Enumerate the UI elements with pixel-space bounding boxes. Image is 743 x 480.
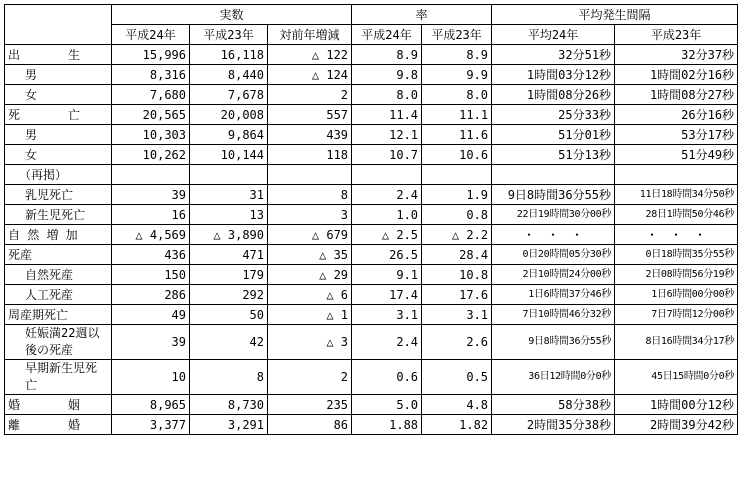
cell-interval-h24: 58分38秒 — [492, 395, 615, 415]
cell-h24: 10,303 — [112, 125, 190, 145]
cell-h24: △ 4,569 — [112, 225, 190, 245]
cell-h23: 31 — [190, 185, 268, 205]
cell-rate-h23: 8.0 — [422, 85, 492, 105]
cell-interval-h23: 8日16時間34分17秒 — [615, 325, 738, 360]
row-label: 人工死産 — [5, 285, 112, 305]
cell-rate-h23: 17.6 — [422, 285, 492, 305]
row-label: 自然死産 — [5, 265, 112, 285]
cell-h23: 20,008 — [190, 105, 268, 125]
cell-rate-h23: 11.1 — [422, 105, 492, 125]
cell-rate-h24: 1.0 — [352, 205, 422, 225]
row-label: 女 — [5, 145, 112, 165]
cell-diff: 3 — [268, 205, 352, 225]
cell-rate-h23: 9.9 — [422, 65, 492, 85]
cell-h23: 7,678 — [190, 85, 268, 105]
cell-interval-h24: 7日10時間46分32秒 — [492, 305, 615, 325]
cell-diff: △ 1 — [268, 305, 352, 325]
cell-rate-h24: 2.4 — [352, 325, 422, 360]
cell-interval-h23: 26分16秒 — [615, 105, 738, 125]
cell-rate-h23: 10.8 — [422, 265, 492, 285]
cell-diff: △ 35 — [268, 245, 352, 265]
table-row — [5, 360, 738, 395]
cell-interval-h23: 32分37秒 — [615, 45, 738, 65]
cell-interval-h24: 25分33秒 — [492, 105, 615, 125]
row-label: 自 然 増 加 — [5, 225, 112, 245]
cell-rate-h24: 8.0 — [352, 85, 422, 105]
cell-diff: 2 — [268, 85, 352, 105]
cell-rate-h23: 10.6 — [422, 145, 492, 165]
cell-interval-h24: ・ ・ ・ — [492, 225, 615, 245]
row-label: 出 生 — [5, 45, 112, 65]
cell-interval-h24: 0日20時間05分30秒 — [492, 245, 615, 265]
header-rate-h23: 平成23年 — [422, 25, 492, 45]
vital-statistics-table-container — [4, 4, 738, 435]
table-row — [5, 145, 738, 165]
cell-rate-h24: 9.8 — [352, 65, 422, 85]
cell-interval-h24: 51分01秒 — [492, 125, 615, 145]
cell-diff: △ 124 — [268, 65, 352, 85]
cell-h24: 8,316 — [112, 65, 190, 85]
cell-h23: 8 — [190, 360, 268, 395]
table-row — [5, 325, 738, 360]
cell-rate-h23: 1.82 — [422, 415, 492, 435]
cell-h23: 42 — [190, 325, 268, 360]
cell-h24: 3,377 — [112, 415, 190, 435]
cell-diff — [268, 165, 352, 185]
table-row — [5, 45, 738, 65]
cell-h24 — [112, 165, 190, 185]
cell-h23: 471 — [190, 245, 268, 265]
cell-rate-h23 — [422, 165, 492, 185]
header-rate: 率 — [352, 5, 492, 25]
cell-rate-h24: 1.88 — [352, 415, 422, 435]
cell-interval-h23: 2時間39分42秒 — [615, 415, 738, 435]
row-label: 婚 姻 — [5, 395, 112, 415]
cell-diff: △ 6 — [268, 285, 352, 305]
cell-h23 — [190, 165, 268, 185]
header-interval: 平均発生間隔 — [492, 5, 738, 25]
table-row — [5, 185, 738, 205]
cell-h24: 16 — [112, 205, 190, 225]
header-item-blank — [5, 5, 112, 45]
cell-interval-h23: 1時間02分16秒 — [615, 65, 738, 85]
cell-rate-h24: 26.5 — [352, 245, 422, 265]
cell-h24: 49 — [112, 305, 190, 325]
row-label: 妊娠満22週以後の死産 — [5, 325, 112, 360]
cell-diff: 118 — [268, 145, 352, 165]
table-row — [5, 85, 738, 105]
cell-interval-h23: 11日18時間34分50秒 — [615, 185, 738, 205]
cell-diff: 2 — [268, 360, 352, 395]
table-row — [5, 395, 738, 415]
cell-interval-h24: 1時間03分12秒 — [492, 65, 615, 85]
header-actual: 実数 — [112, 5, 352, 25]
cell-interval-h24: 9日8時間36分55秒 — [492, 185, 615, 205]
cell-h23: 8,730 — [190, 395, 268, 415]
cell-rate-h24: 11.4 — [352, 105, 422, 125]
cell-rate-h23: △ 2.2 — [422, 225, 492, 245]
cell-h24: 39 — [112, 325, 190, 360]
cell-h24: 39 — [112, 185, 190, 205]
cell-h24: 15,996 — [112, 45, 190, 65]
cell-rate-h24: 10.7 — [352, 145, 422, 165]
header-h24: 平成24年 — [112, 25, 190, 45]
cell-diff: 557 — [268, 105, 352, 125]
table-row — [5, 105, 738, 125]
cell-h23: 10,144 — [190, 145, 268, 165]
cell-rate-h24: 3.1 — [352, 305, 422, 325]
cell-h24: 150 — [112, 265, 190, 285]
header-diff: 対前年増減 — [268, 25, 352, 45]
cell-h23: 16,118 — [190, 45, 268, 65]
cell-rate-h24: 17.4 — [352, 285, 422, 305]
cell-rate-h24: 8.9 — [352, 45, 422, 65]
cell-rate-h24: 5.0 — [352, 395, 422, 415]
cell-interval-h23: 2日08時間56分19秒 — [615, 265, 738, 285]
cell-interval-h23: 1時間00分12秒 — [615, 395, 738, 415]
cell-diff: 86 — [268, 415, 352, 435]
cell-rate-h23: 4.8 — [422, 395, 492, 415]
cell-interval-h24: 2日10時間24分00秒 — [492, 265, 615, 285]
cell-interval-h23: ・ ・ ・ — [615, 225, 738, 245]
table-row — [5, 65, 738, 85]
header-group-row — [5, 5, 738, 25]
header-h23: 平成23年 — [190, 25, 268, 45]
table-row — [5, 165, 738, 185]
header-interval-h24: 平均24年 — [492, 25, 615, 45]
cell-diff: 235 — [268, 395, 352, 415]
cell-rate-h24: 0.6 — [352, 360, 422, 395]
cell-interval-h24: 32分51秒 — [492, 45, 615, 65]
cell-interval-h24: 51分13秒 — [492, 145, 615, 165]
cell-rate-h24: 2.4 — [352, 185, 422, 205]
table-row — [5, 125, 738, 145]
cell-rate-h23: 11.6 — [422, 125, 492, 145]
row-label: 周産期死亡 — [5, 305, 112, 325]
row-label: 女 — [5, 85, 112, 105]
row-label: 新生児死亡 — [5, 205, 112, 225]
cell-h23: 179 — [190, 265, 268, 285]
table-row — [5, 305, 738, 325]
table-row — [5, 415, 738, 435]
row-label: 男 — [5, 125, 112, 145]
cell-h24: 10,262 — [112, 145, 190, 165]
cell-interval-h23: 7日7時間12分00秒 — [615, 305, 738, 325]
cell-h24: 7,680 — [112, 85, 190, 105]
row-label: 死産 — [5, 245, 112, 265]
cell-h23: 13 — [190, 205, 268, 225]
table-row — [5, 245, 738, 265]
table-row — [5, 205, 738, 225]
table-row — [5, 285, 738, 305]
cell-rate-h24: 12.1 — [352, 125, 422, 145]
cell-interval-h24: 1時間08分26秒 — [492, 85, 615, 105]
cell-interval-h24: 2時間35分38秒 — [492, 415, 615, 435]
cell-rate-h24: 9.1 — [352, 265, 422, 285]
vital-statistics-table — [4, 4, 738, 435]
cell-rate-h23: 28.4 — [422, 245, 492, 265]
cell-h24: 10 — [112, 360, 190, 395]
cell-interval-h23: 45日15時間0分0秒 — [615, 360, 738, 395]
row-label: 乳児死亡 — [5, 185, 112, 205]
cell-rate-h23: 1.9 — [422, 185, 492, 205]
cell-h23: 8,440 — [190, 65, 268, 85]
cell-interval-h24: 36日12時間0分0秒 — [492, 360, 615, 395]
cell-interval-h24: 22日19時間30分00秒 — [492, 205, 615, 225]
cell-interval-h23: 1日6時間00分00秒 — [615, 285, 738, 305]
cell-rate-h24: △ 2.5 — [352, 225, 422, 245]
row-label: 早期新生児死亡 — [5, 360, 112, 395]
row-label: 男 — [5, 65, 112, 85]
cell-interval-h23: 51分49秒 — [615, 145, 738, 165]
cell-diff: 8 — [268, 185, 352, 205]
row-label: 死 亡 — [5, 105, 112, 125]
cell-interval-h24 — [492, 165, 615, 185]
cell-diff: △ 122 — [268, 45, 352, 65]
row-label-reprint: （再掲） — [5, 165, 112, 185]
cell-rate-h23: 3.1 — [422, 305, 492, 325]
cell-h24: 436 — [112, 245, 190, 265]
cell-h23: △ 3,890 — [190, 225, 268, 245]
cell-rate-h23: 0.8 — [422, 205, 492, 225]
cell-rate-h23: 0.5 — [422, 360, 492, 395]
header-interval-h23: 平成23年 — [615, 25, 738, 45]
cell-h23: 3,291 — [190, 415, 268, 435]
cell-h24: 8,965 — [112, 395, 190, 415]
cell-diff: △ 29 — [268, 265, 352, 285]
cell-interval-h23: 28日1時間50分46秒 — [615, 205, 738, 225]
header-rate-h24: 平成24年 — [352, 25, 422, 45]
table-row — [5, 225, 738, 245]
cell-interval-h23: 0日18時間35分55秒 — [615, 245, 738, 265]
cell-interval-h23 — [615, 165, 738, 185]
cell-h23: 50 — [190, 305, 268, 325]
cell-h24: 286 — [112, 285, 190, 305]
cell-rate-h23: 8.9 — [422, 45, 492, 65]
header-column-row — [5, 25, 738, 45]
table-row — [5, 265, 738, 285]
cell-interval-h24: 1日6時間37分46秒 — [492, 285, 615, 305]
cell-diff: 439 — [268, 125, 352, 145]
cell-h23: 292 — [190, 285, 268, 305]
cell-rate-h24 — [352, 165, 422, 185]
cell-rate-h23: 2.6 — [422, 325, 492, 360]
cell-h23: 9,864 — [190, 125, 268, 145]
cell-interval-h24: 9日8時間36分55秒 — [492, 325, 615, 360]
cell-interval-h23: 53分17秒 — [615, 125, 738, 145]
cell-diff: △ 679 — [268, 225, 352, 245]
cell-h24: 20,565 — [112, 105, 190, 125]
row-label: 離 婚 — [5, 415, 112, 435]
cell-interval-h23: 1時間08分27秒 — [615, 85, 738, 105]
cell-diff: △ 3 — [268, 325, 352, 360]
